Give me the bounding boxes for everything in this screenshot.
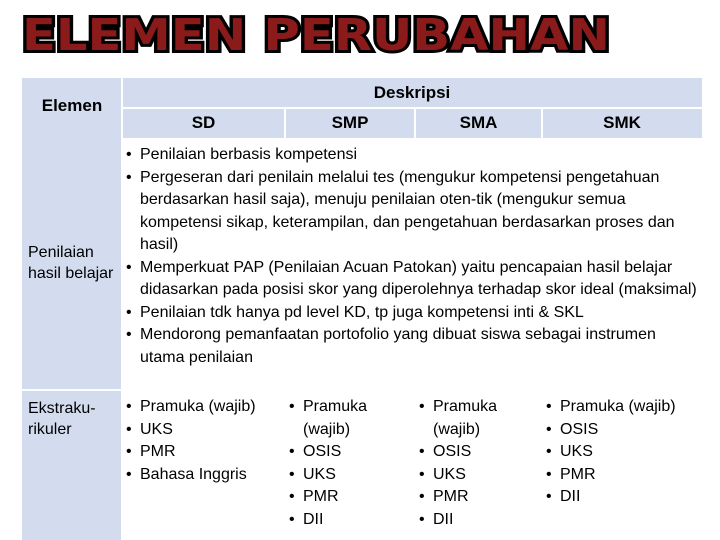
column-divider bbox=[414, 108, 416, 138]
column-divider bbox=[121, 78, 123, 540]
list-item: • Pramuka (wajib) bbox=[124, 396, 284, 419]
list-item: • OSIS bbox=[287, 441, 413, 464]
column-divider bbox=[541, 108, 543, 138]
list-item: • Pramuka (wajib) bbox=[417, 396, 540, 441]
ekstra-sd-list bbox=[124, 396, 284, 486]
list-item: • Mendorong pemanfaatan portofolio yang dibuat siswa sebagai instrumen utama penilaian bbox=[124, 324, 700, 369]
row-divider bbox=[122, 107, 702, 109]
ekstra-sma-list bbox=[417, 396, 540, 531]
list-item: • UKS bbox=[417, 464, 540, 487]
header-deskripsi-label: Deskripsi bbox=[373, 83, 451, 102]
penilaian-list bbox=[124, 144, 700, 369]
list-item: • Pramuka (wajib) bbox=[544, 396, 700, 419]
list-item: • PMR bbox=[124, 441, 284, 464]
header-sd bbox=[122, 108, 285, 138]
list-item: • Memperkuat PAP (Penilaian Acuan Patokan) yaitu pencapaian hasil belajar didasarkan pada posisi skor yang diperolehnya terhadap skor ideal (maksimal) bbox=[124, 257, 700, 302]
header-smp bbox=[285, 108, 415, 138]
penilaian-description bbox=[124, 144, 700, 388]
header-sma-label: SMA bbox=[459, 113, 498, 132]
header-smk-label: SMK bbox=[603, 113, 641, 132]
list-item: • PMR bbox=[417, 486, 540, 509]
ekstra-smp bbox=[287, 396, 413, 531]
column-divider bbox=[284, 108, 286, 138]
page-title bbox=[22, 8, 622, 58]
ekstra-sma bbox=[417, 396, 540, 531]
list-item: • DII bbox=[544, 486, 700, 509]
list-item: • PMR bbox=[544, 464, 700, 487]
list-item: • DII bbox=[417, 509, 540, 532]
penilaian-label: Penilaian hasil belajar bbox=[28, 244, 114, 282]
header-sma bbox=[415, 108, 542, 138]
header-elemen-label: Elemen bbox=[41, 96, 103, 115]
list-item: • OSIS bbox=[417, 441, 540, 464]
list-item: • UKS bbox=[287, 464, 413, 487]
list-item: • Bahasa Inggris bbox=[124, 464, 284, 487]
row-label-ekstrakurikuler bbox=[22, 390, 122, 540]
list-item: • Pergeseran dari penilain melalui tes (mengukur kompetensi pengetahuan berdasarkan hasil saja), menuju penilaian oten-tik (mengukur semua kompetensi sikap, keterampilan, dan pengetahuan berdasarkan proses dan hasil) bbox=[124, 167, 700, 257]
header-smp-label: SMP bbox=[331, 113, 369, 132]
header-smk bbox=[542, 108, 702, 138]
list-item: • OSIS bbox=[544, 419, 700, 442]
list-item: • Penilaian berbasis kompetensi bbox=[124, 144, 700, 167]
ekstra-smk-list bbox=[544, 396, 700, 509]
ekstra-smp-list bbox=[287, 396, 413, 531]
header-elemen bbox=[22, 78, 122, 134]
ekstrakurikuler-label: Ekstraku-rikuler bbox=[28, 400, 96, 438]
header-deskripsi bbox=[122, 78, 702, 108]
page-title-text: ELEMEN PERUBAHAN bbox=[22, 10, 610, 58]
ekstra-sd bbox=[124, 396, 284, 486]
row-label-penilaian bbox=[22, 134, 122, 390]
list-item: • DII bbox=[287, 509, 413, 532]
list-item: • Pramuka (wajib) bbox=[287, 396, 413, 441]
list-item: • Penilaian tdk hanya pd level KD, tp juga kompetensi inti & SKL bbox=[124, 302, 700, 325]
list-item: • UKS bbox=[544, 441, 700, 464]
change-elements-table bbox=[22, 78, 702, 540]
row-divider bbox=[22, 389, 122, 391]
list-item: • UKS bbox=[124, 419, 284, 442]
header-sd-label: SD bbox=[191, 113, 216, 132]
ekstra-smk bbox=[544, 396, 700, 509]
list-item: • PMR bbox=[287, 486, 413, 509]
